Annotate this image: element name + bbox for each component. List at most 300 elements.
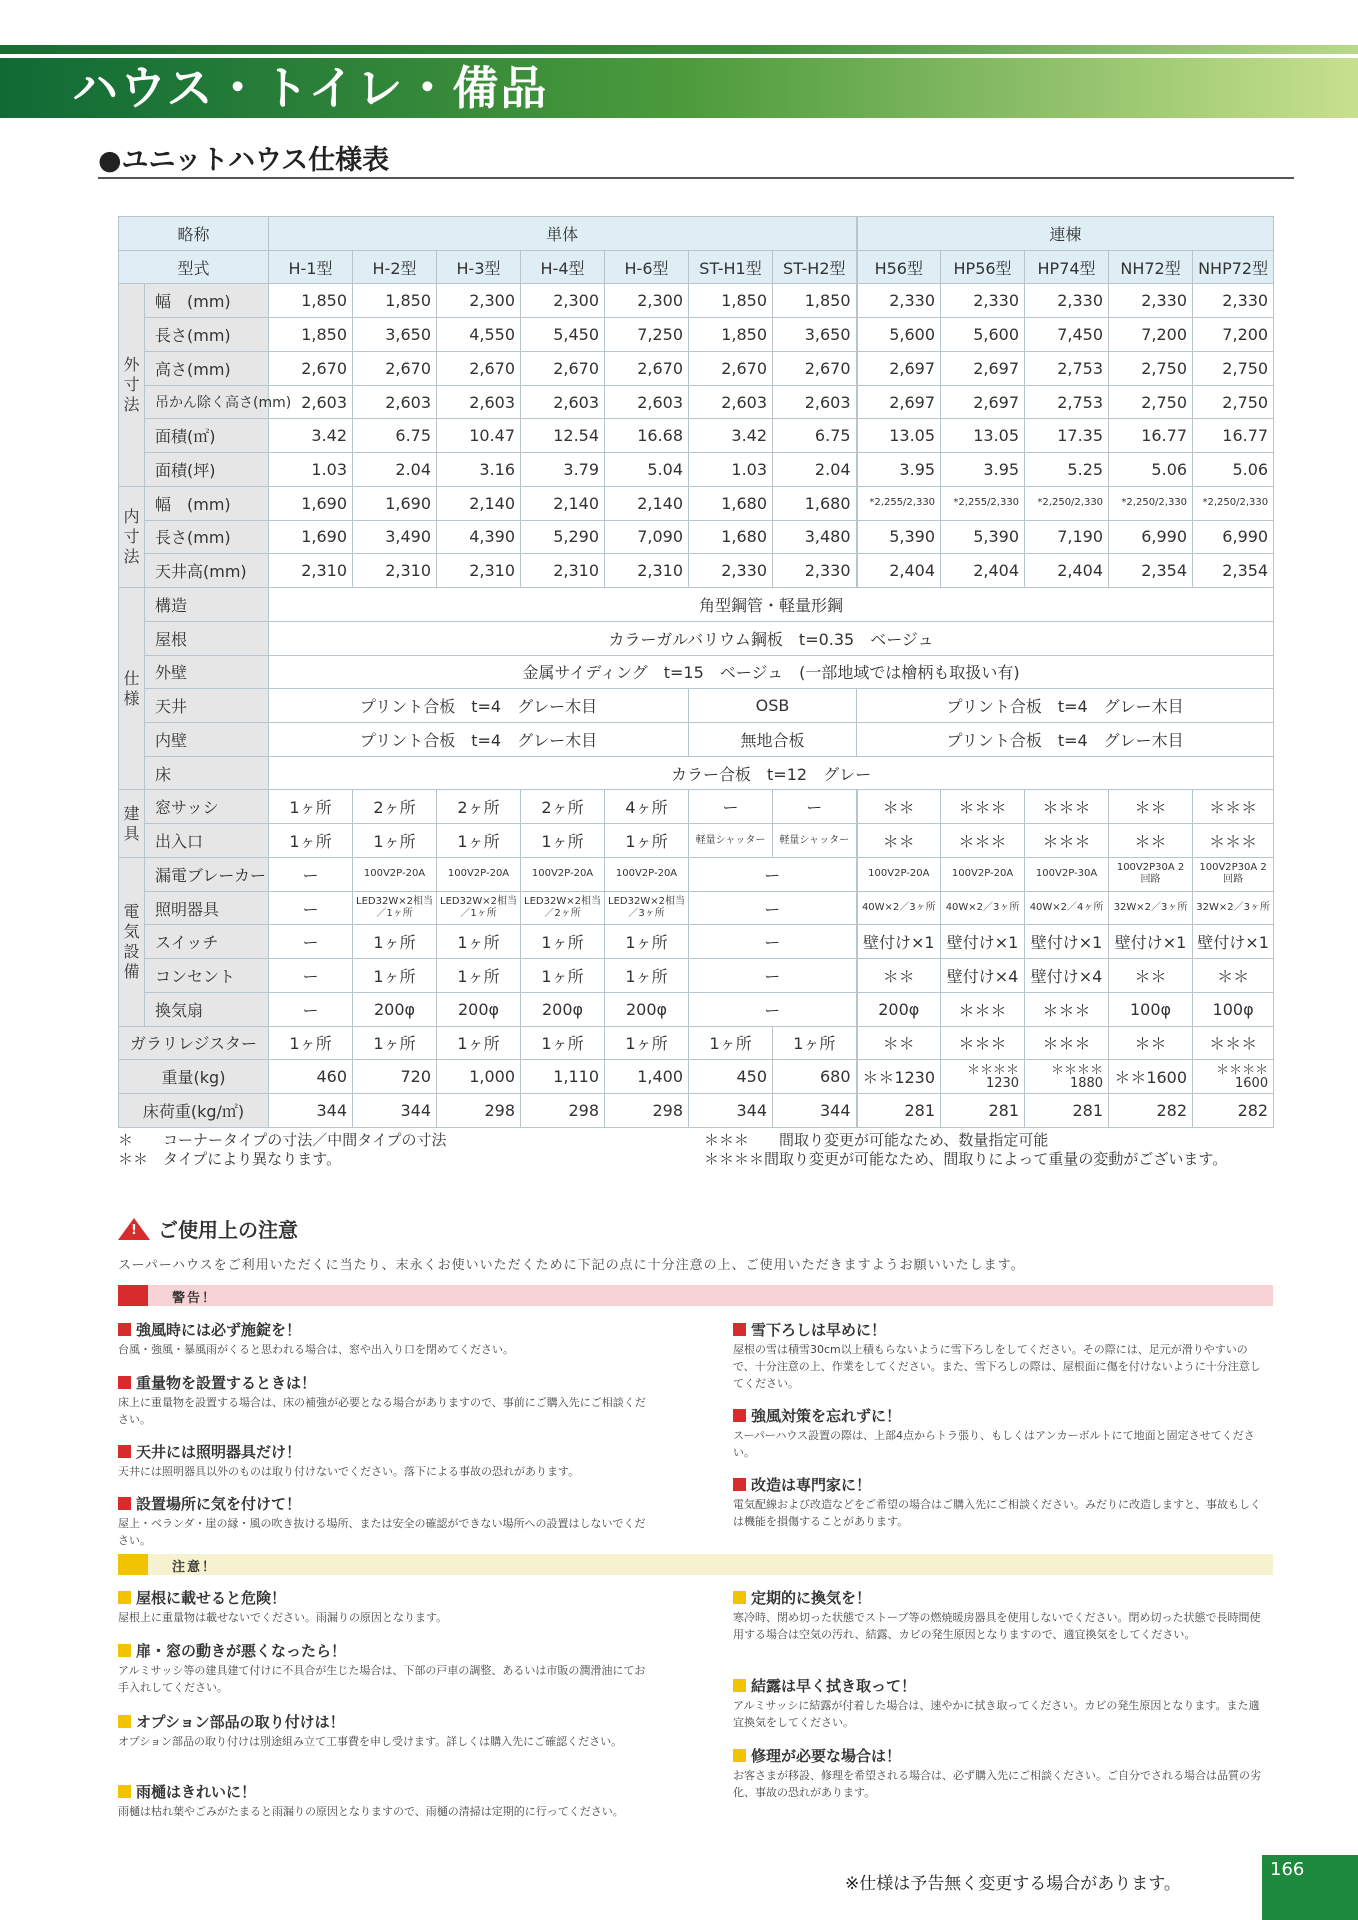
spec-value: 角型鋼管・軽量形鋼 (269, 588, 1274, 622)
value-cell: LED32W×2相当／1ヶ所 (353, 891, 437, 925)
value-cell: 17.35 (1025, 419, 1109, 453)
value-cell: 7,200 (1109, 318, 1193, 352)
value-cell: ＊＊ (1193, 959, 1274, 993)
table-row (119, 824, 1274, 858)
value-cell: 32W×2／3ヶ所 (1193, 891, 1274, 925)
caution-item-title (118, 1320, 653, 1340)
value-cell: ー (269, 992, 353, 1026)
value-cell: ー (773, 790, 857, 824)
value-cell: 2,404 (857, 554, 941, 588)
caution-item-title (118, 1588, 653, 1608)
value-cell: 2,330 (1109, 284, 1193, 318)
caution-item-title (118, 1641, 653, 1661)
value-cell: 1ヶ所 (353, 824, 437, 858)
value-cell: 6.75 (773, 419, 857, 453)
value-cell: 1ヶ所 (353, 959, 437, 993)
value-cell: 344 (773, 1094, 857, 1128)
row-label: 面積(㎡) (145, 419, 269, 453)
value-cell: 2,603 (521, 385, 605, 419)
caution-item-heading: 雨樋はきれいに！ (136, 1783, 257, 1801)
value-cell: 3.79 (521, 453, 605, 487)
value-cell: 7,450 (1025, 318, 1109, 352)
value-cell: 3,650 (353, 318, 437, 352)
row-label: 構造 (145, 588, 269, 622)
table-row (119, 959, 1274, 993)
value-cell: 1,400 (605, 1060, 689, 1094)
value-cell: ＊＊ (857, 959, 941, 993)
caution-item (733, 1406, 1268, 1461)
value-cell: ＊＊1230 (857, 1060, 941, 1094)
table-row (119, 891, 1274, 925)
table-row (119, 318, 1274, 352)
table-row (119, 1026, 1274, 1060)
caution-item-heading: 雪下ろしは早めに！ (751, 1321, 887, 1339)
warning-bar (118, 1285, 1273, 1306)
value-cell: 5.06 (1109, 453, 1193, 487)
warning-label: 警告！ (172, 1291, 218, 1306)
table-row (119, 520, 1274, 554)
value-cell: 壁付け×1 (1025, 925, 1109, 959)
table-row (119, 655, 1274, 689)
value-cell: ー (269, 857, 353, 891)
value-cell: 3,490 (353, 520, 437, 554)
value-cell: 2ヶ所 (353, 790, 437, 824)
caution-item-title (118, 1712, 653, 1732)
value-cell: 13.05 (941, 419, 1025, 453)
square-bullet-icon (118, 1715, 131, 1728)
value-cell: 5,450 (521, 318, 605, 352)
value-cell: 100V2P-20A (521, 857, 605, 891)
spec-value: 金属サイディング t=15 ベージュ (一部地域では檜柄も取扱い有) (269, 655, 1274, 689)
row-label: 高さ(mm) (145, 351, 269, 385)
fittings-group-label: 建具 (119, 790, 145, 857)
caution-item-title (118, 1494, 653, 1514)
caution-item-body: 天井には照明器具以外のものは取り付けないでください。落下による事故の恐れがあります。 (118, 1465, 580, 1478)
page-number-box (1262, 1855, 1358, 1920)
spec-value: プリント合板 t=4 グレー木目 (269, 723, 689, 757)
spec-group-label: 仕様 (119, 588, 145, 790)
value-cell: ＊＊＊ (1025, 1026, 1109, 1060)
value-cell: 1,850 (773, 284, 857, 318)
value-cell: 298 (605, 1094, 689, 1128)
value-cell: 2,670 (605, 351, 689, 385)
model-cell: H-2型 (353, 250, 437, 284)
row-label: 長さ(mm) (145, 318, 269, 352)
value-cell: ー (269, 959, 353, 993)
value-cell: 1,680 (689, 486, 773, 520)
value-cell: 1,850 (353, 284, 437, 318)
value-cell: 2,697 (857, 385, 941, 419)
model-cell: ST-H1型 (689, 250, 773, 284)
row-label: 屋根 (145, 621, 269, 655)
value-cell: 1ヶ所 (689, 1026, 773, 1060)
value-cell: 2,404 (1025, 554, 1109, 588)
value-cell: 1,690 (269, 486, 353, 520)
value-cell: 2.04 (353, 453, 437, 487)
caution-item (118, 1712, 653, 1750)
warning-marker (118, 1285, 148, 1306)
value-cell: 281 (1025, 1094, 1109, 1128)
row-label: 床荷重(kg/㎡) (119, 1094, 269, 1128)
caution-item-title (733, 1746, 1268, 1766)
value-cell: 1,850 (269, 318, 353, 352)
caution-item (118, 1782, 653, 1820)
value-cell: ＊＊＊ (941, 790, 1025, 824)
square-bullet-icon (118, 1323, 131, 1336)
value-cell: 1ヶ所 (605, 824, 689, 858)
caution-item-body: 電気配線および改造などをご希望の場合はご購入先にご相談ください。みだりに改造しますと、事故もしくは機能を損傷することがあります。 (733, 1498, 1261, 1528)
value-cell: 壁付け×4 (1025, 959, 1109, 993)
row-label: 長さ(mm) (145, 520, 269, 554)
spec-table (118, 216, 1274, 1128)
caution-item-body: 床上に重量物を設置する場合は、床の補強が必要となる場合がありますので、事前にご購入先にご相談ください。 (118, 1396, 646, 1426)
value-cell: 5,600 (857, 318, 941, 352)
value-cell: 2,330 (941, 284, 1025, 318)
value-cell: 720 (353, 1060, 437, 1094)
value-cell: 100φ (1193, 992, 1274, 1026)
footer-note: ※仕様は予告無く変更する場合があります。 (845, 1874, 1181, 1894)
inner-group-label: 内寸法 (119, 486, 145, 587)
table-row (119, 554, 1274, 588)
table-row (119, 1094, 1274, 1128)
table-row (119, 453, 1274, 487)
caution-item (118, 1373, 653, 1428)
value-cell: ＊＊ (857, 1026, 941, 1060)
value-cell: 2ヶ所 (437, 790, 521, 824)
value-cell: 2,310 (521, 554, 605, 588)
value-cell: 軽量シャッター (773, 824, 857, 858)
caution-item (733, 1676, 1268, 1731)
caution-title: ご使用上の注意 (158, 1218, 298, 1242)
spec-value: プリント合板 t=4 グレー木目 (269, 689, 689, 723)
page-number: 166 (1270, 1859, 1305, 1880)
value-cell: ＊＊ (1109, 1026, 1193, 1060)
value-cell: 7,250 (605, 318, 689, 352)
elec-group-label: 電気設備 (119, 857, 145, 1026)
value-cell: LED32W×2相当／1ヶ所 (437, 891, 521, 925)
row-label: 床 (145, 756, 269, 790)
value-cell: 1,850 (689, 284, 773, 318)
value-cell: 100V2P30A 2回路 (1193, 857, 1274, 891)
value-cell: 6,990 (1109, 520, 1193, 554)
value-cell: ＊＊＊ (1025, 992, 1109, 1026)
value-cell: 2,603 (353, 385, 437, 419)
row-label: 換気扇 (145, 992, 269, 1026)
value-cell: 1ヶ所 (605, 925, 689, 959)
value-cell: 2,670 (689, 351, 773, 385)
value-cell: 1ヶ所 (437, 824, 521, 858)
value-cell: 2,330 (1193, 284, 1274, 318)
value-cell: 1ヶ所 (353, 925, 437, 959)
row-label: 窓サッシ (145, 790, 269, 824)
linked-header: 連棟 (857, 217, 1274, 251)
table-row (119, 790, 1274, 824)
value-cell: 1.03 (689, 453, 773, 487)
value-cell: 壁付け×1 (1109, 925, 1193, 959)
caution-item-body: オプション部品の取り付けは別途組み立て工事費を申し受けます。詳しくは購入先にご確認ください。 (118, 1735, 623, 1748)
model-cell: HP74型 (1025, 250, 1109, 284)
caution-item-body: 雨樋は枯れ葉やごみがたまると雨漏りの原因となりますので、雨樋の清掃は定期的に行ってください。 (118, 1805, 624, 1818)
value-cell: 13.05 (857, 419, 941, 453)
row-label: 重量(kg) (119, 1060, 269, 1094)
caution-item-heading: 強風対策を忘れずに！ (751, 1407, 902, 1425)
value-cell: 40W×2／3ヶ所 (941, 891, 1025, 925)
value-cell: 5,600 (941, 318, 1025, 352)
value-cell: 2,603 (269, 385, 353, 419)
value-cell: 1,680 (689, 520, 773, 554)
value-cell: 2,750 (1109, 351, 1193, 385)
model-cell: H-3型 (437, 250, 521, 284)
model-cell: NHP72型 (1193, 250, 1274, 284)
value-cell: 1ヶ所 (269, 790, 353, 824)
square-bullet-icon (733, 1749, 746, 1762)
row-label: 出入口 (145, 824, 269, 858)
value-cell: 1ヶ所 (773, 1026, 857, 1060)
square-bullet-icon (118, 1497, 131, 1510)
table-row (119, 1060, 1274, 1094)
value-cell: 2,330 (1025, 284, 1109, 318)
caution-item (733, 1320, 1268, 1392)
value-cell: 40W×2／4ヶ所 (1025, 891, 1109, 925)
row-label: 幅 (mm) (145, 284, 269, 318)
value-cell: 2,603 (605, 385, 689, 419)
value-cell: 100V2P-20A (437, 857, 521, 891)
notes-left: ＊ コーナータイプの寸法／中間タイプの寸法 ＊＊ タイプにより異なります。 (118, 1131, 447, 1168)
value-cell: 2,750 (1193, 351, 1274, 385)
row-label: ガラリレジスター (119, 1026, 269, 1060)
value-cell: ー (689, 992, 857, 1026)
single-header: 単体 (269, 217, 857, 251)
value-cell: 1,000 (437, 1060, 521, 1094)
model-cell: H56型 (857, 250, 941, 284)
row-label: 面積(坪) (145, 453, 269, 487)
notice-label: 注意！ (172, 1560, 218, 1575)
value-cell: 2,330 (773, 554, 857, 588)
value-cell: 100V2P-20A (605, 857, 689, 891)
caution-item-body: 屋上・ベランダ・崖の縁・風の吹き抜ける場所、または安全の確認ができない場所への設置はしないでください。 (118, 1517, 646, 1547)
value-cell: 100V2P-30A (1025, 857, 1109, 891)
row-label: 幅 (mm) (145, 486, 269, 520)
value-cell: 200φ (857, 992, 941, 1026)
caution-item-heading: 定期的に換気を！ (751, 1589, 872, 1607)
value-cell: 450 (689, 1060, 773, 1094)
value-cell: ー (689, 857, 857, 891)
model-cell: H-6型 (605, 250, 689, 284)
value-cell: 2,697 (941, 385, 1025, 419)
square-bullet-icon (118, 1591, 131, 1604)
value-cell: ＊＊＊ (1025, 790, 1109, 824)
value-cell: 壁付け×4 (941, 959, 1025, 993)
caution-item-heading: 屋根に載せると危険！ (136, 1589, 287, 1607)
value-cell: ＊＊＊ (941, 1026, 1025, 1060)
value-cell: ＊＊＊＊1230 (941, 1060, 1025, 1094)
value-cell: ＊＊ (857, 790, 941, 824)
value-cell: 2,670 (437, 351, 521, 385)
value-cell: 1,690 (269, 520, 353, 554)
value-cell: *2,250/2,330 (1109, 486, 1193, 520)
value-cell: 1ヶ所 (269, 1026, 353, 1060)
value-cell: 281 (857, 1094, 941, 1128)
warning-icon: ! (118, 1218, 150, 1240)
table-row (119, 250, 1274, 284)
value-cell: 軽量シャッター (689, 824, 773, 858)
square-bullet-icon (733, 1679, 746, 1692)
value-cell: 10.47 (437, 419, 521, 453)
table-row (119, 217, 1274, 251)
value-cell: 6.75 (353, 419, 437, 453)
square-bullet-icon (118, 1376, 131, 1389)
model-cell: H-1型 (269, 250, 353, 284)
caution-item-title (118, 1782, 653, 1802)
table-row (119, 385, 1274, 419)
caution-item (733, 1746, 1268, 1801)
caution-item-body: スーパーハウス設置の際は、上部4点からトラ張り、もしくはアンカーボルトにて地面と固定させてください。 (733, 1429, 1255, 1459)
value-cell: 2.04 (773, 453, 857, 487)
caution-item-heading: オプション部品の取り付けは！ (136, 1713, 345, 1731)
value-cell: 2,330 (689, 554, 773, 588)
value-cell: LED32W×2相当／2ヶ所 (521, 891, 605, 925)
caution-item-heading: 改造は専門家に！ (751, 1476, 872, 1494)
value-cell: ー (269, 891, 353, 925)
caution-item-title (733, 1676, 1268, 1696)
value-cell: 4ヶ所 (605, 790, 689, 824)
value-cell: 1ヶ所 (521, 925, 605, 959)
model-cell: H-4型 (521, 250, 605, 284)
table-row (119, 419, 1274, 453)
value-cell: 2,354 (1109, 554, 1193, 588)
square-bullet-icon (733, 1323, 746, 1336)
spec-value: プリント合板 t=4 グレー木目 (857, 723, 1274, 757)
caution-item-body: 屋根上に重量物は載せないでください。雨漏りの原因となります。 (118, 1611, 448, 1624)
value-cell: 282 (1109, 1094, 1193, 1128)
value-cell: LED32W×2相当／3ヶ所 (605, 891, 689, 925)
model-header: 型式 (119, 250, 269, 284)
caution-item-heading: 設置場所に気を付けて！ (136, 1495, 302, 1513)
value-cell: 2,670 (269, 351, 353, 385)
row-label: コンセント (145, 959, 269, 993)
model-cell: HP56型 (941, 250, 1025, 284)
caution-item (118, 1588, 653, 1626)
value-cell: 2,310 (269, 554, 353, 588)
value-cell: 5.25 (1025, 453, 1109, 487)
caution-item (118, 1494, 653, 1549)
value-cell: 344 (689, 1094, 773, 1128)
value-cell: 3.16 (437, 453, 521, 487)
value-cell: ー (689, 891, 857, 925)
value-cell: 680 (773, 1060, 857, 1094)
value-cell: 2,670 (353, 351, 437, 385)
value-cell: ＊＊＊＊1600 (1193, 1060, 1274, 1094)
value-cell: 16.77 (1109, 419, 1193, 453)
value-cell: 1ヶ所 (269, 824, 353, 858)
square-bullet-icon (733, 1478, 746, 1491)
value-cell: 281 (941, 1094, 1025, 1128)
value-cell: 7,200 (1193, 318, 1274, 352)
value-cell: *2,255/2,330 (857, 486, 941, 520)
value-cell: 2,404 (941, 554, 1025, 588)
value-cell: 2,300 (437, 284, 521, 318)
caution-item (118, 1320, 653, 1358)
notice-bar (118, 1554, 1273, 1575)
caution-intro: スーパーハウスをご利用いただくに当たり、末永くお使いいただくために下記の点に十分注意の上、ご使用いただきますようお願いいたします。 (118, 1258, 1025, 1273)
value-cell: 7,090 (605, 520, 689, 554)
square-bullet-icon (733, 1591, 746, 1604)
value-cell: 1ヶ所 (605, 959, 689, 993)
value-cell: ＊＊1600 (1109, 1060, 1193, 1094)
value-cell: 壁付け×1 (857, 925, 941, 959)
table-row (119, 588, 1274, 622)
value-cell: 6,990 (1193, 520, 1274, 554)
value-cell: 2,330 (857, 284, 941, 318)
value-cell: 5,290 (521, 520, 605, 554)
table-row (119, 689, 1274, 723)
value-cell: 2,670 (521, 351, 605, 385)
value-cell: ＊＊＊＊1880 (1025, 1060, 1109, 1094)
square-bullet-icon (118, 1445, 131, 1458)
header-stripe (0, 45, 1358, 54)
value-cell: 40W×2／3ヶ所 (857, 891, 941, 925)
row-label: スイッチ (145, 925, 269, 959)
row-label: 内壁 (145, 723, 269, 757)
caution-item-title (733, 1475, 1268, 1495)
value-cell: 1,690 (353, 486, 437, 520)
value-cell: 282 (1193, 1094, 1274, 1128)
value-cell: 2,670 (773, 351, 857, 385)
value-cell: 16.77 (1193, 419, 1274, 453)
value-cell: ＊＊＊ (1193, 824, 1274, 858)
row-label: 天井高(mm) (145, 554, 269, 588)
model-cell: NH72型 (1109, 250, 1193, 284)
value-cell: 1ヶ所 (437, 959, 521, 993)
caution-item-heading: 扉・窓の動きが悪くなったら！ (136, 1642, 347, 1660)
caution-item-body: お客さまが移設、修理を希望される場合は、必ず購入先にご相談ください。ご自分でされる場合は品質の劣化、事故の恐れがあります。 (733, 1769, 1261, 1799)
value-cell: 2,140 (437, 486, 521, 520)
value-cell: 2,753 (1025, 351, 1109, 385)
value-cell: 3.42 (269, 419, 353, 453)
value-cell: 2,310 (605, 554, 689, 588)
value-cell: 1ヶ所 (605, 1026, 689, 1060)
value-cell: ＊＊ (1109, 824, 1193, 858)
value-cell: 200φ (437, 992, 521, 1026)
caution-item (733, 1475, 1268, 1530)
value-cell: 壁付け×1 (1193, 925, 1274, 959)
value-cell: 2,140 (605, 486, 689, 520)
value-cell: 100V2P30A 2回路 (1109, 857, 1193, 891)
value-cell: 200φ (605, 992, 689, 1026)
value-cell: ＊＊ (857, 824, 941, 858)
value-cell: 5,390 (857, 520, 941, 554)
caution-item-heading: 強風時には必ず施錠を！ (136, 1321, 302, 1339)
spec-value: カラーガルバリウム鋼板 t=0.35 ベージュ (269, 621, 1274, 655)
value-cell: 100V2P-20A (941, 857, 1025, 891)
value-cell: 3.95 (941, 453, 1025, 487)
value-cell: 2,354 (1193, 554, 1274, 588)
table-row (119, 756, 1274, 790)
caution-item-title (733, 1320, 1268, 1340)
value-cell: ー (689, 959, 857, 993)
value-cell: 2,697 (941, 351, 1025, 385)
value-cell: 200φ (521, 992, 605, 1026)
section-title: ●ユニットハウス仕様表 (98, 145, 390, 176)
value-cell: 4,390 (437, 520, 521, 554)
header-banner (0, 58, 1358, 118)
value-cell: 3.42 (689, 419, 773, 453)
value-cell: 1ヶ所 (521, 824, 605, 858)
value-cell: 32W×2／3ヶ所 (1109, 891, 1193, 925)
caution-item (118, 1641, 653, 1696)
value-cell: ＊＊ (1109, 959, 1193, 993)
value-cell: 2,140 (521, 486, 605, 520)
